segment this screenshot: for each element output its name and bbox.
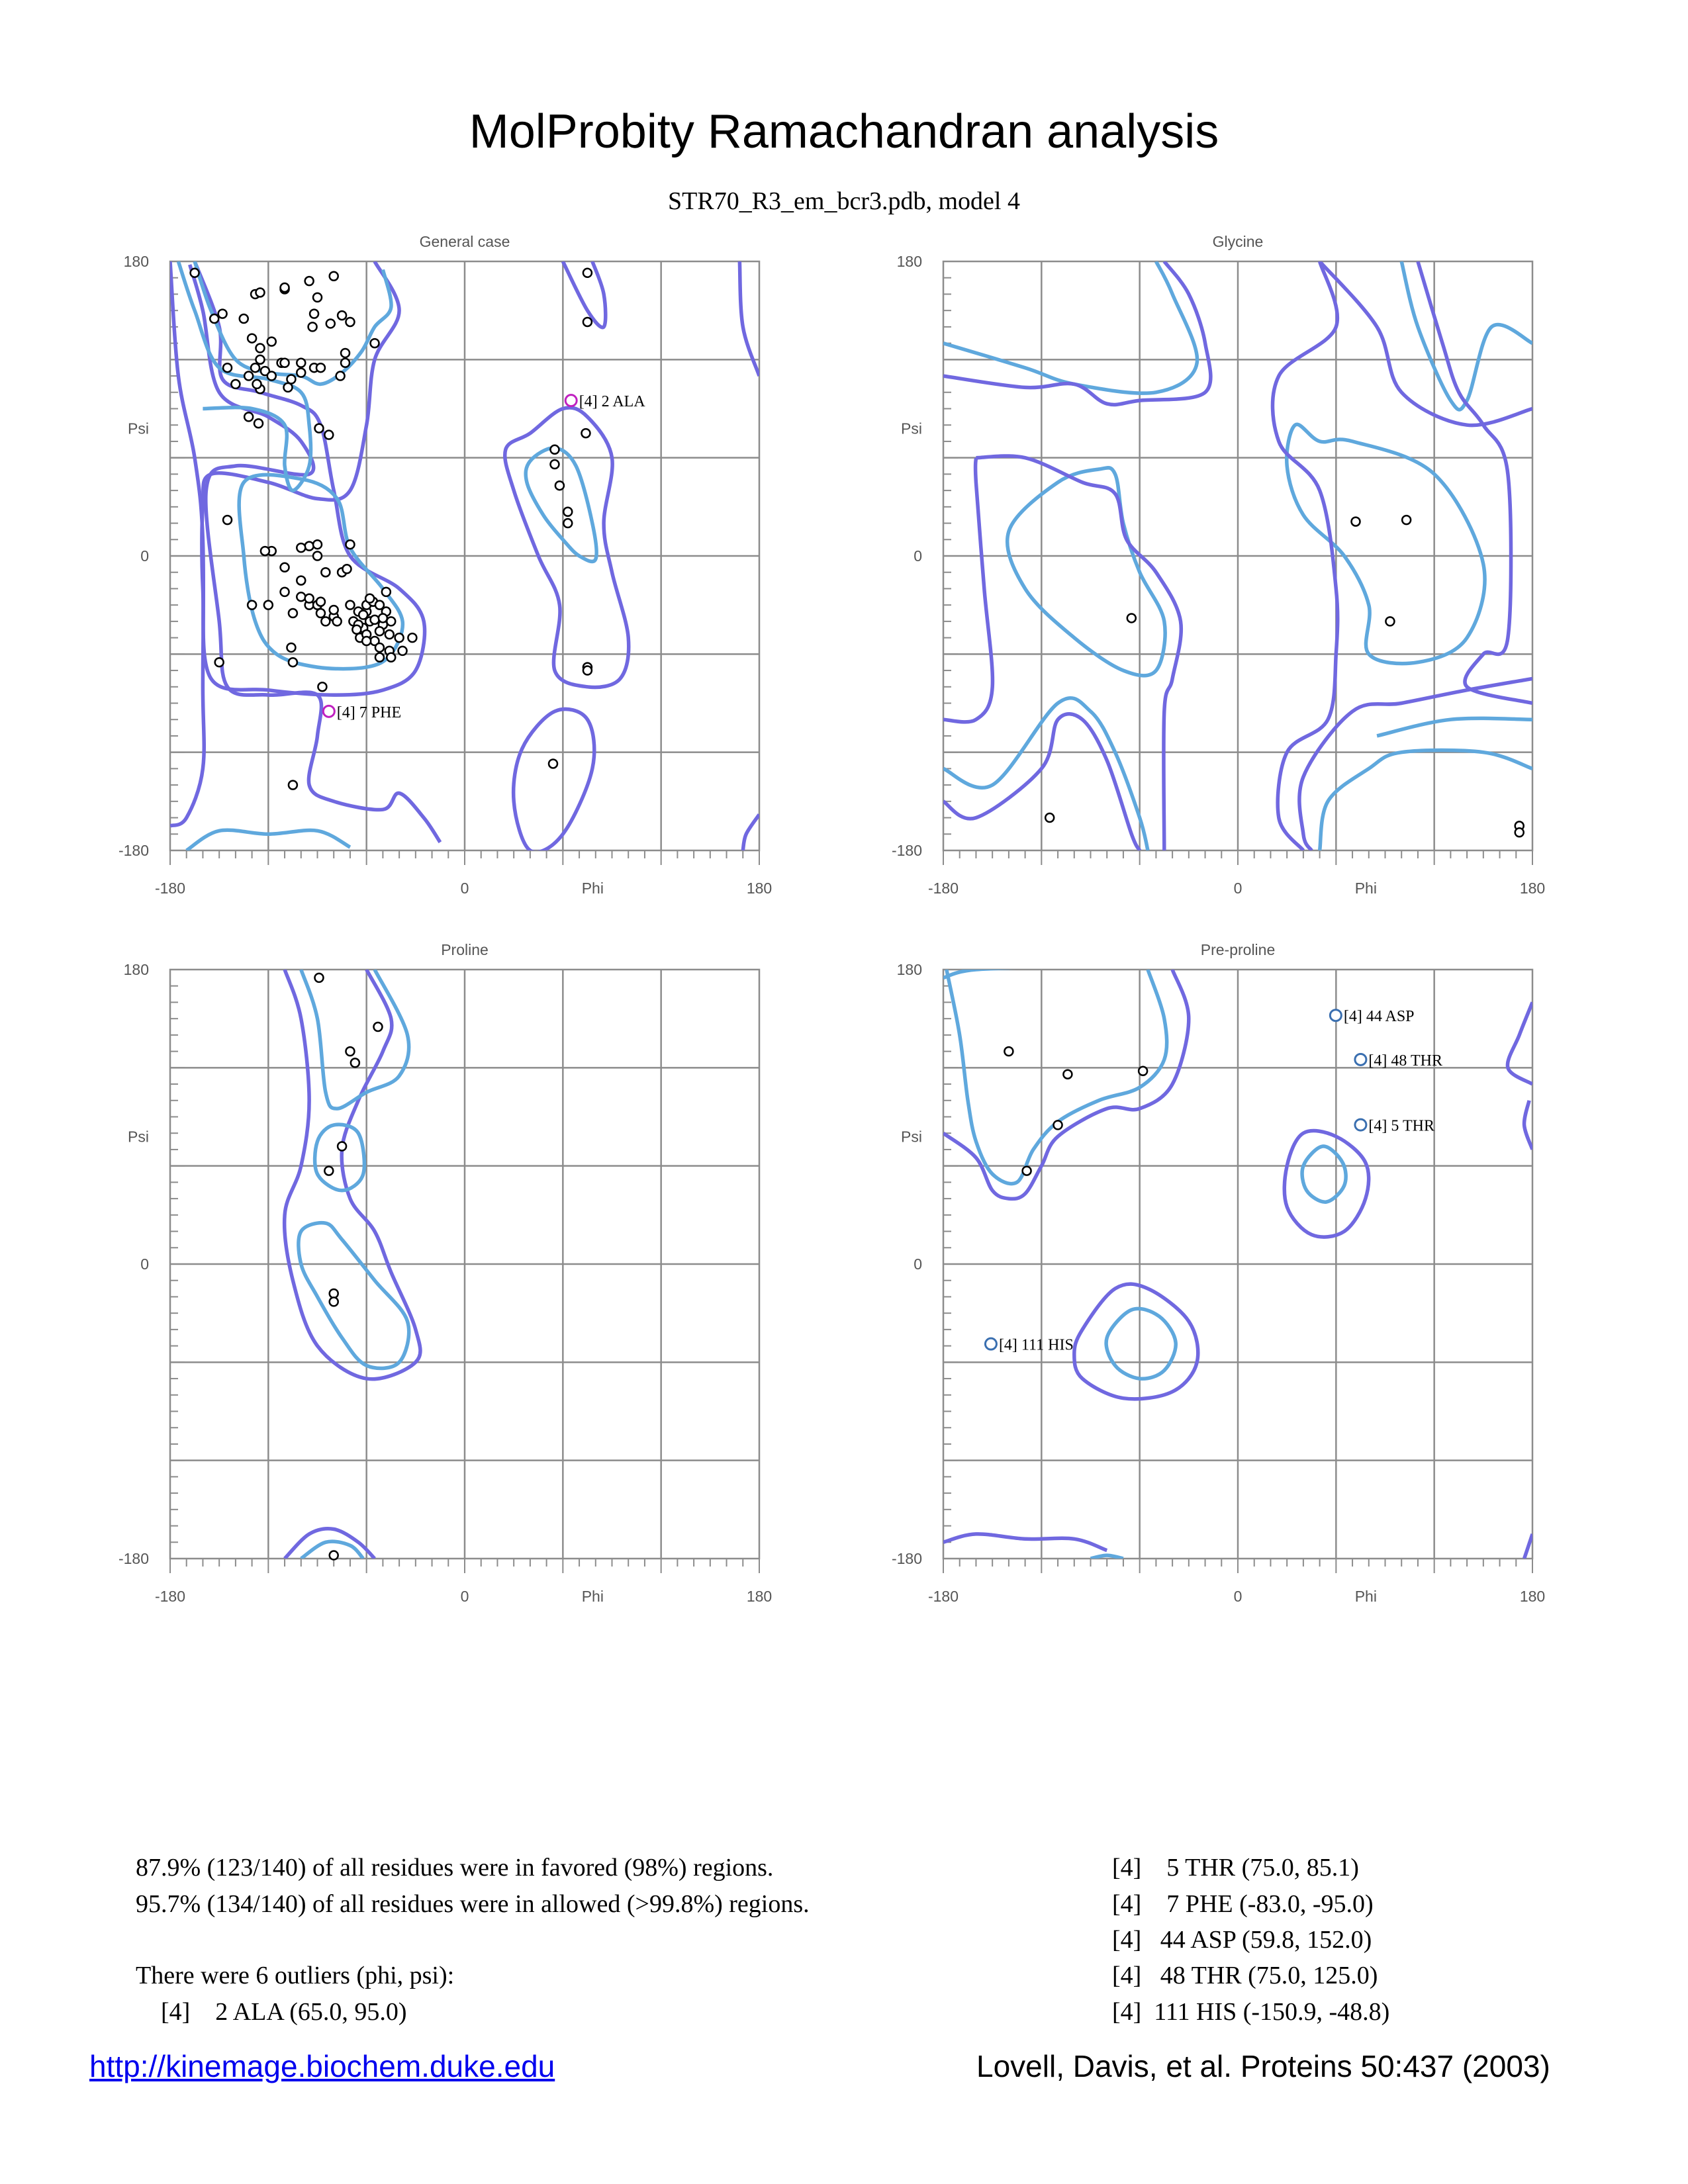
data-point bbox=[251, 363, 259, 372]
x-axis-label: Phi bbox=[1354, 880, 1377, 897]
data-point bbox=[1063, 1070, 1072, 1079]
outlier-entry: [4] 5 THR (75.0, 85.1) bbox=[1112, 1854, 1359, 1882]
data-point bbox=[326, 319, 335, 328]
data-point bbox=[267, 338, 276, 346]
data-point bbox=[324, 1167, 333, 1175]
outlier-entry: [4] 2 ALA (65.0, 95.0) bbox=[136, 1998, 407, 2026]
data-point bbox=[346, 318, 354, 326]
data-point bbox=[256, 344, 264, 353]
data-point bbox=[310, 310, 318, 318]
data-point bbox=[330, 1551, 338, 1560]
data-point bbox=[308, 322, 317, 331]
page-title: MolProbity Ramachandran analysis bbox=[469, 105, 1219, 158]
data-point bbox=[231, 380, 240, 388]
y-axis-label: Psi bbox=[128, 420, 149, 437]
data-point bbox=[1054, 1120, 1062, 1129]
data-point bbox=[563, 508, 572, 516]
y-axis-label: Psi bbox=[901, 1128, 922, 1146]
plot-title: Pre-proline bbox=[1200, 941, 1276, 958]
data-point bbox=[338, 1142, 346, 1151]
data-point bbox=[281, 283, 289, 292]
allowed-contour bbox=[514, 709, 594, 852]
data-point bbox=[550, 460, 559, 469]
allowed-contour bbox=[943, 458, 992, 722]
data-point bbox=[371, 615, 379, 624]
y-tick-label: -180 bbox=[118, 842, 149, 859]
x-axis-label: Phi bbox=[1354, 1588, 1377, 1605]
data-point bbox=[281, 588, 289, 596]
data-point bbox=[583, 666, 592, 675]
page-subtitle: STR70_R3_em_bcr3.pdb, model 4 bbox=[668, 187, 1020, 215]
data-point bbox=[375, 653, 384, 662]
data-point bbox=[313, 540, 322, 549]
favored-contour bbox=[1401, 261, 1532, 410]
x-tick-label: 180 bbox=[746, 1588, 773, 1605]
data-point bbox=[289, 609, 297, 617]
x-tick-label: -180 bbox=[154, 1588, 186, 1605]
y-tick-label: 180 bbox=[123, 253, 149, 270]
allowed-contour bbox=[285, 970, 420, 1379]
data-point bbox=[1385, 617, 1394, 625]
data-point bbox=[314, 974, 323, 982]
data-point bbox=[341, 359, 350, 367]
x-tick-label: 0 bbox=[1233, 1588, 1243, 1605]
data-point bbox=[330, 1289, 338, 1298]
x-axis-label: Phi bbox=[581, 1588, 604, 1605]
outlier-label: [4] 5 THR bbox=[1368, 1117, 1434, 1135]
y-tick-label: 180 bbox=[896, 961, 922, 978]
data-point bbox=[341, 349, 350, 357]
data-point bbox=[289, 781, 297, 790]
y-axis-label: Psi bbox=[128, 1128, 149, 1146]
y-tick-label: 0 bbox=[914, 547, 922, 565]
data-point bbox=[365, 594, 374, 603]
data-point bbox=[1023, 1167, 1031, 1175]
data-point bbox=[375, 643, 384, 652]
data-point bbox=[333, 617, 342, 625]
plot-panel bbox=[118, 233, 772, 897]
data-point bbox=[371, 339, 379, 347]
data-point bbox=[351, 1058, 359, 1067]
data-point bbox=[379, 614, 387, 622]
y-tick-label: 180 bbox=[123, 961, 149, 978]
favored-contour bbox=[526, 448, 596, 562]
allowed-contour bbox=[943, 261, 1211, 404]
data-point bbox=[583, 269, 592, 277]
y-tick-label: -180 bbox=[891, 1550, 922, 1567]
allowed-contour bbox=[1524, 1534, 1532, 1559]
data-point bbox=[373, 1023, 382, 1031]
data-point bbox=[289, 658, 297, 666]
allowed-contour bbox=[1074, 1284, 1198, 1399]
data-point bbox=[583, 318, 592, 326]
data-point bbox=[297, 543, 305, 552]
favored-stat: 87.9% (123/140) of all residues were in favored (98%) regions. bbox=[136, 1854, 774, 1882]
data-point bbox=[352, 625, 361, 634]
data-point bbox=[223, 516, 232, 524]
allowed-contour bbox=[943, 1534, 1107, 1551]
favored-contour bbox=[1377, 718, 1532, 736]
data-point bbox=[581, 429, 590, 437]
data-point bbox=[387, 617, 395, 625]
data-point bbox=[385, 630, 394, 639]
data-point bbox=[218, 310, 227, 318]
favored-contour bbox=[1320, 751, 1532, 850]
data-point bbox=[346, 601, 354, 610]
y-tick-label: 0 bbox=[140, 1255, 149, 1273]
data-point bbox=[305, 594, 314, 603]
y-tick-label: 0 bbox=[914, 1255, 922, 1273]
data-point bbox=[399, 647, 407, 655]
data-point bbox=[281, 359, 289, 367]
data-point bbox=[1352, 518, 1360, 526]
data-point bbox=[321, 568, 330, 576]
favored-contour bbox=[1106, 1308, 1176, 1379]
data-point bbox=[1402, 516, 1411, 524]
data-point bbox=[287, 375, 295, 384]
data-point bbox=[244, 372, 253, 381]
kinemage-link[interactable]: http://kinemage.biochem.duke.edu bbox=[89, 2049, 555, 2083]
data-point bbox=[338, 311, 346, 320]
data-point bbox=[316, 609, 325, 617]
plot-title: General case bbox=[419, 233, 510, 250]
data-point bbox=[1515, 828, 1524, 837]
data-point bbox=[387, 653, 395, 662]
allowed-contour bbox=[943, 970, 1189, 1199]
outlier-entry: [4] 48 THR (75.0, 125.0) bbox=[1112, 1962, 1378, 1989]
favored-contour bbox=[315, 1124, 365, 1191]
y-tick-label: -180 bbox=[118, 1550, 149, 1567]
allowed-contour bbox=[505, 408, 629, 688]
data-point bbox=[316, 363, 325, 372]
favored-contour bbox=[947, 970, 1167, 1184]
outlier-label: [4] 44 ASP bbox=[1343, 1008, 1415, 1026]
data-point bbox=[267, 372, 276, 381]
favored-contour bbox=[301, 970, 409, 1109]
data-point bbox=[1004, 1047, 1013, 1056]
outlier-label: [4] 111 HIS bbox=[998, 1336, 1074, 1354]
plot-title: Proline bbox=[441, 941, 489, 958]
data-point bbox=[287, 643, 295, 652]
plot-panel bbox=[118, 941, 772, 1605]
x-tick-label: 180 bbox=[1519, 880, 1546, 897]
data-point bbox=[248, 334, 256, 343]
data-point bbox=[1127, 614, 1136, 622]
data-point bbox=[261, 547, 269, 555]
data-point bbox=[264, 601, 273, 610]
data-point bbox=[314, 424, 323, 433]
x-tick-label: -180 bbox=[927, 1588, 959, 1605]
y-tick-label: -180 bbox=[891, 842, 922, 859]
favored-contour bbox=[299, 1223, 409, 1369]
data-point bbox=[313, 293, 322, 302]
outliers-header: There were 6 outliers (phi, psi): bbox=[136, 1962, 455, 1989]
data-point bbox=[555, 481, 564, 490]
data-point bbox=[297, 369, 305, 377]
outlier-entry: [4] 7 PHE (-83.0, -95.0) bbox=[1112, 1890, 1374, 1918]
data-point bbox=[336, 372, 345, 381]
data-point bbox=[281, 563, 289, 572]
outlier-point bbox=[1330, 1010, 1341, 1021]
x-tick-label: -180 bbox=[154, 880, 186, 897]
allowed-contour bbox=[1507, 1002, 1532, 1084]
plot-panel bbox=[892, 233, 1545, 897]
outlier-point bbox=[565, 395, 577, 406]
data-point bbox=[313, 552, 322, 561]
favored-contour bbox=[943, 966, 1074, 978]
outlier-label: [4] 48 THR bbox=[1368, 1052, 1442, 1069]
data-point bbox=[297, 592, 305, 601]
data-point bbox=[563, 519, 572, 527]
data-point bbox=[240, 314, 248, 323]
data-point bbox=[346, 540, 354, 549]
outlier-label: [4] 2 ALA bbox=[579, 393, 645, 411]
outlier-point bbox=[323, 705, 334, 717]
plot-panel bbox=[892, 941, 1545, 1605]
data-point bbox=[375, 627, 384, 635]
plot-title: Glycine bbox=[1212, 233, 1264, 250]
outlier-entry: [4] 44 ASP (59.8, 152.0) bbox=[1112, 1926, 1372, 1954]
x-tick-label: 0 bbox=[1233, 880, 1243, 897]
x-tick-label: 0 bbox=[460, 1588, 469, 1605]
data-point bbox=[256, 288, 264, 296]
favored-contour bbox=[1008, 468, 1165, 676]
data-point bbox=[316, 598, 325, 606]
data-point bbox=[248, 601, 256, 610]
data-point bbox=[244, 412, 253, 421]
data-point bbox=[359, 611, 367, 619]
data-point bbox=[284, 383, 293, 392]
data-point bbox=[330, 1297, 338, 1306]
allowed-contour bbox=[976, 456, 1181, 850]
outlier-point bbox=[1355, 1054, 1366, 1065]
favored-contour bbox=[1302, 1146, 1346, 1202]
data-point bbox=[343, 565, 352, 573]
allowed-stat: 95.7% (134/140) of all residues were in allowed (>99.8%) regions. bbox=[136, 1890, 810, 1918]
data-point bbox=[305, 277, 314, 285]
outlier-entry: [4] 111 HIS (-150.9, -48.8) bbox=[1112, 1998, 1390, 2026]
data-point bbox=[362, 637, 371, 645]
y-tick-label: 180 bbox=[896, 253, 922, 270]
data-point bbox=[297, 576, 305, 585]
citation: Lovell, Davis, et al. Proteins 50:437 (2003) bbox=[976, 2049, 1550, 2083]
allowed-contour bbox=[1524, 1101, 1532, 1150]
data-point bbox=[395, 633, 404, 642]
data-point bbox=[321, 617, 330, 625]
outlier-point bbox=[1355, 1119, 1366, 1130]
favored-contour bbox=[943, 261, 1197, 393]
outlier-point bbox=[985, 1338, 996, 1349]
data-point bbox=[408, 633, 416, 642]
data-point bbox=[382, 588, 391, 596]
x-tick-label: -180 bbox=[927, 880, 959, 897]
data-point bbox=[210, 314, 218, 323]
outlier-label: [4] 7 PHE bbox=[336, 704, 402, 721]
data-point bbox=[305, 542, 314, 551]
x-tick-label: 0 bbox=[460, 880, 469, 897]
y-tick-label: 0 bbox=[140, 547, 149, 565]
x-tick-label: 180 bbox=[746, 880, 773, 897]
data-point bbox=[254, 419, 263, 428]
x-tick-label: 180 bbox=[1519, 1588, 1546, 1605]
data-point bbox=[223, 363, 232, 372]
x-axis-label: Phi bbox=[581, 880, 604, 897]
data-point bbox=[253, 380, 261, 388]
data-point bbox=[215, 658, 224, 666]
favored-contour bbox=[1287, 424, 1485, 663]
data-point bbox=[549, 759, 557, 768]
data-point bbox=[191, 269, 199, 277]
data-point bbox=[256, 355, 264, 364]
data-point bbox=[330, 606, 338, 614]
data-point bbox=[1045, 813, 1054, 822]
data-point bbox=[346, 1047, 354, 1056]
data-point bbox=[550, 445, 559, 454]
data-point bbox=[1139, 1067, 1147, 1075]
data-point bbox=[297, 359, 305, 367]
allowed-contour bbox=[743, 815, 759, 850]
y-axis-label: Psi bbox=[901, 420, 922, 437]
allowed-contour bbox=[170, 261, 204, 826]
data-point bbox=[324, 431, 333, 439]
data-point bbox=[330, 272, 338, 281]
data-point bbox=[318, 682, 326, 691]
